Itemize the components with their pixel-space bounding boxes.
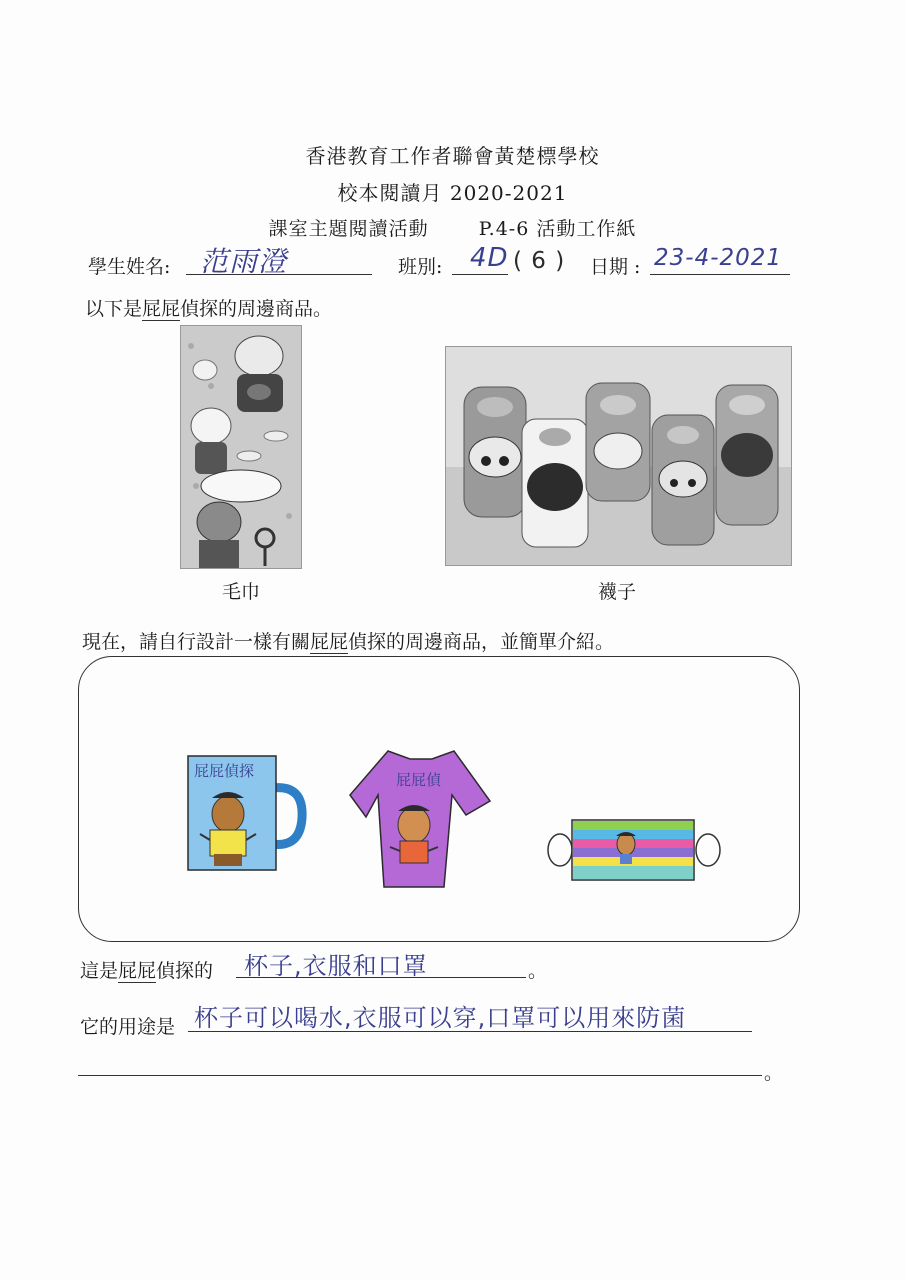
mug-text: 屁屁偵探 — [194, 762, 255, 780]
answer1-value: 杯子,衣服和口罩 — [244, 952, 428, 980]
school-name: 香港教育工作者聯會黃楚標學校 — [305, 144, 600, 168]
task-highlight: 屁屁 — [310, 631, 349, 653]
answer2-second-underline — [78, 1075, 762, 1076]
answer1-end: 。 — [528, 960, 548, 982]
name-value: 范雨澄 — [200, 245, 288, 278]
answer2-underline — [188, 1031, 752, 1032]
event-title: 校本閱讀月 2020-2021 — [337, 181, 568, 205]
answer1-prefix: 這是 — [80, 960, 119, 982]
socks-caption: 襪子 — [598, 581, 637, 603]
task-line — [82, 627, 614, 654]
class-value: 4D — [470, 243, 509, 273]
tshirt-text: 屁屁偵 — [396, 771, 442, 789]
answer1-underline — [236, 977, 526, 978]
towel-illustration — [181, 326, 301, 568]
answer1-highlight: 屁屁 — [118, 960, 157, 982]
towel-photo — [180, 325, 302, 569]
socks-illustration — [446, 347, 791, 565]
answer1-middle: 偵探的 — [156, 960, 214, 982]
answer2-label: 它的用途是 — [80, 1016, 176, 1038]
towel-caption: 毛巾 — [222, 581, 261, 603]
date-underline — [650, 274, 790, 275]
class-label: 班別: — [398, 256, 443, 278]
name-underline — [186, 274, 372, 275]
class-number: ( 6 ) — [513, 248, 566, 274]
activity-title: 課室主題閱讀活動 — [268, 218, 429, 240]
intro-line — [85, 294, 332, 321]
activity-line — [0, 214, 905, 241]
socks-photo — [445, 346, 792, 566]
mug-drawing — [180, 748, 310, 878]
task-suffix: 偵探的周邊商品，並簡單介紹。 — [348, 631, 615, 653]
answer1-label — [80, 956, 213, 983]
worksheet-title: P.4-6 活動工作紙 — [478, 218, 637, 240]
date-label: 日期 : — [590, 256, 641, 278]
answer2-end: 。 — [764, 1062, 784, 1084]
task-prefix: 現在，請自行設計一樣有關 — [82, 631, 311, 653]
intro-highlight: 屁屁 — [142, 298, 181, 320]
class-underline — [452, 274, 508, 275]
answer2-value: 杯子可以喝水,衣服可以穿,口罩可以用來防菌 — [194, 1004, 687, 1032]
tshirt-drawing — [348, 745, 493, 891]
mask-drawing — [546, 814, 722, 886]
name-label: 學生姓名: — [88, 256, 171, 278]
intro-prefix: 以下是 — [85, 298, 143, 320]
intro-suffix: 偵探的周邊商品。 — [180, 298, 333, 320]
date-value: 23-4-2021 — [654, 245, 783, 271]
